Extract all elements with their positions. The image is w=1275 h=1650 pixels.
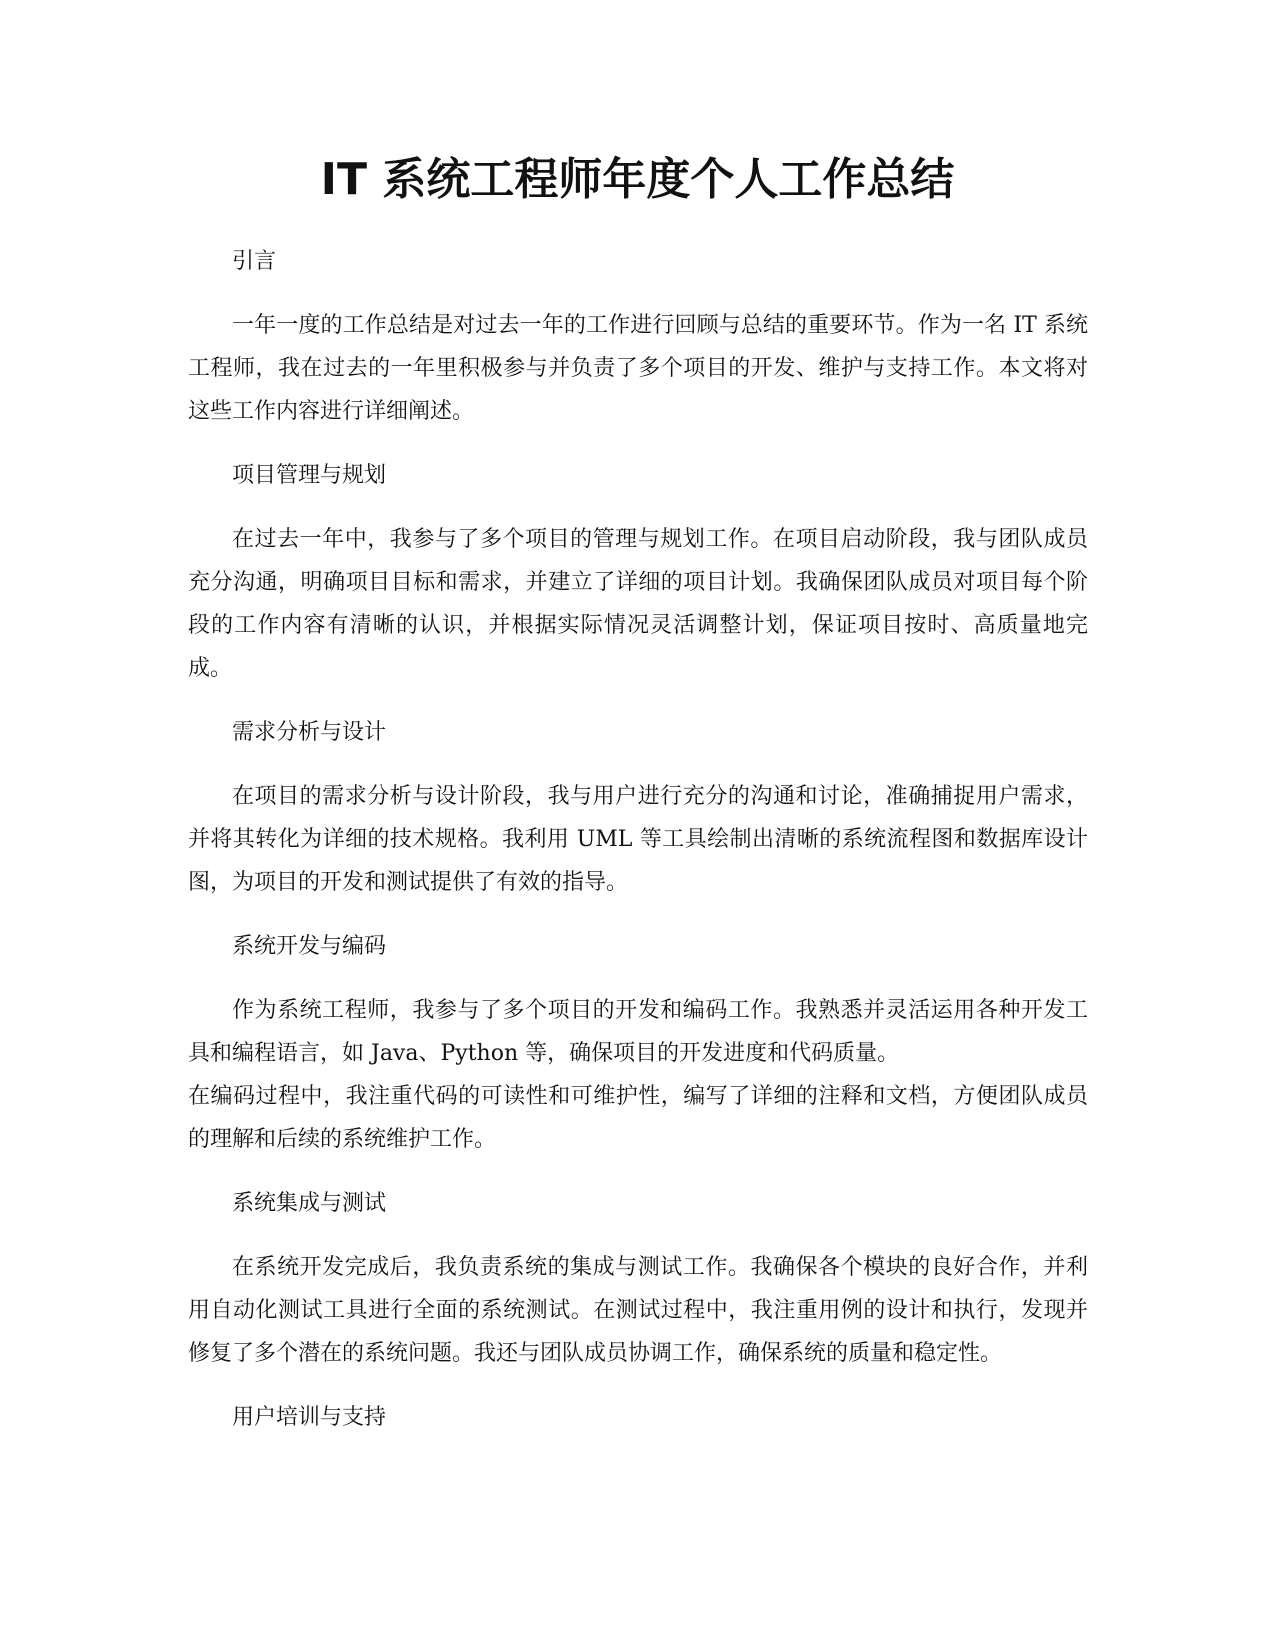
section-paragraph-continued: 在编码过程中，我注重代码的可读性和可维护性，编写了详细的注释和文档，方便团队成员的理解和后续的系统维护工作。 [188, 1084, 1088, 1152]
section-paragraph: 作为系统工程师，我参与了多个项目的开发和编码工作。我熟悉并灵活运用各种开发工具和编程语言，如 Java、Python 等，确保项目的开发进度和代码质量。 [188, 998, 1088, 1066]
document-title: IT 系统工程师年度个人工作总结 [320, 154, 955, 205]
section-paragraph: 在系统开发完成后，我负责系统的集成与测试工作。我确保各个模块的良好合作，并利用自动化测试工具进行全面的系统测试。在测试过程中，我注重用例的设计和执行，发现并修复了多个潜在的系统问题。我还与团队成员协调工作，确保系统的质量和稳定性。 [188, 1255, 1088, 1366]
section-paragraph: 在过去一年中，我参与了多个项目的管理与规划工作。在项目启动阶段，我与团队成员充分沟通，明确项目目标和需求，并建立了详细的项目计划。我确保团队成员对项目每个阶段的工作内容有清晰的认识，并根据实际情况灵活调整计划，保证项目按时、高质量地完成。 [188, 527, 1088, 681]
section-heading-development: 系统开发与编码 [232, 934, 387, 959]
section-heading-user-training: 用户培训与支持 [232, 1405, 387, 1430]
section-heading-integration-testing: 系统集成与测试 [232, 1191, 387, 1216]
section-heading-requirements: 需求分析与设计 [232, 720, 387, 745]
document-body [188, 240, 1088, 1460]
section-paragraph: 一年一度的工作总结是对过去一年的工作进行回顾与总结的重要环节。作为一名 IT 系统工程师，我在过去的一年里积极参与并负责了多个项目的开发、维护与支持工作。本文将对这些工作内容进行详细阐述。 [188, 313, 1088, 424]
section-paragraph: 在项目的需求分析与设计阶段，我与用户进行充分的沟通和讨论，准确捕捉用户需求，并将其转化为详细的技术规格。我利用 UML 等工具绘制出清晰的系统流程图和数据库设计图，为项目的开发和测试提供了有效的指导。 [188, 784, 1088, 895]
section-heading-intro: 引言 [232, 249, 277, 274]
section-heading-project-management: 项目管理与规划 [232, 463, 387, 488]
